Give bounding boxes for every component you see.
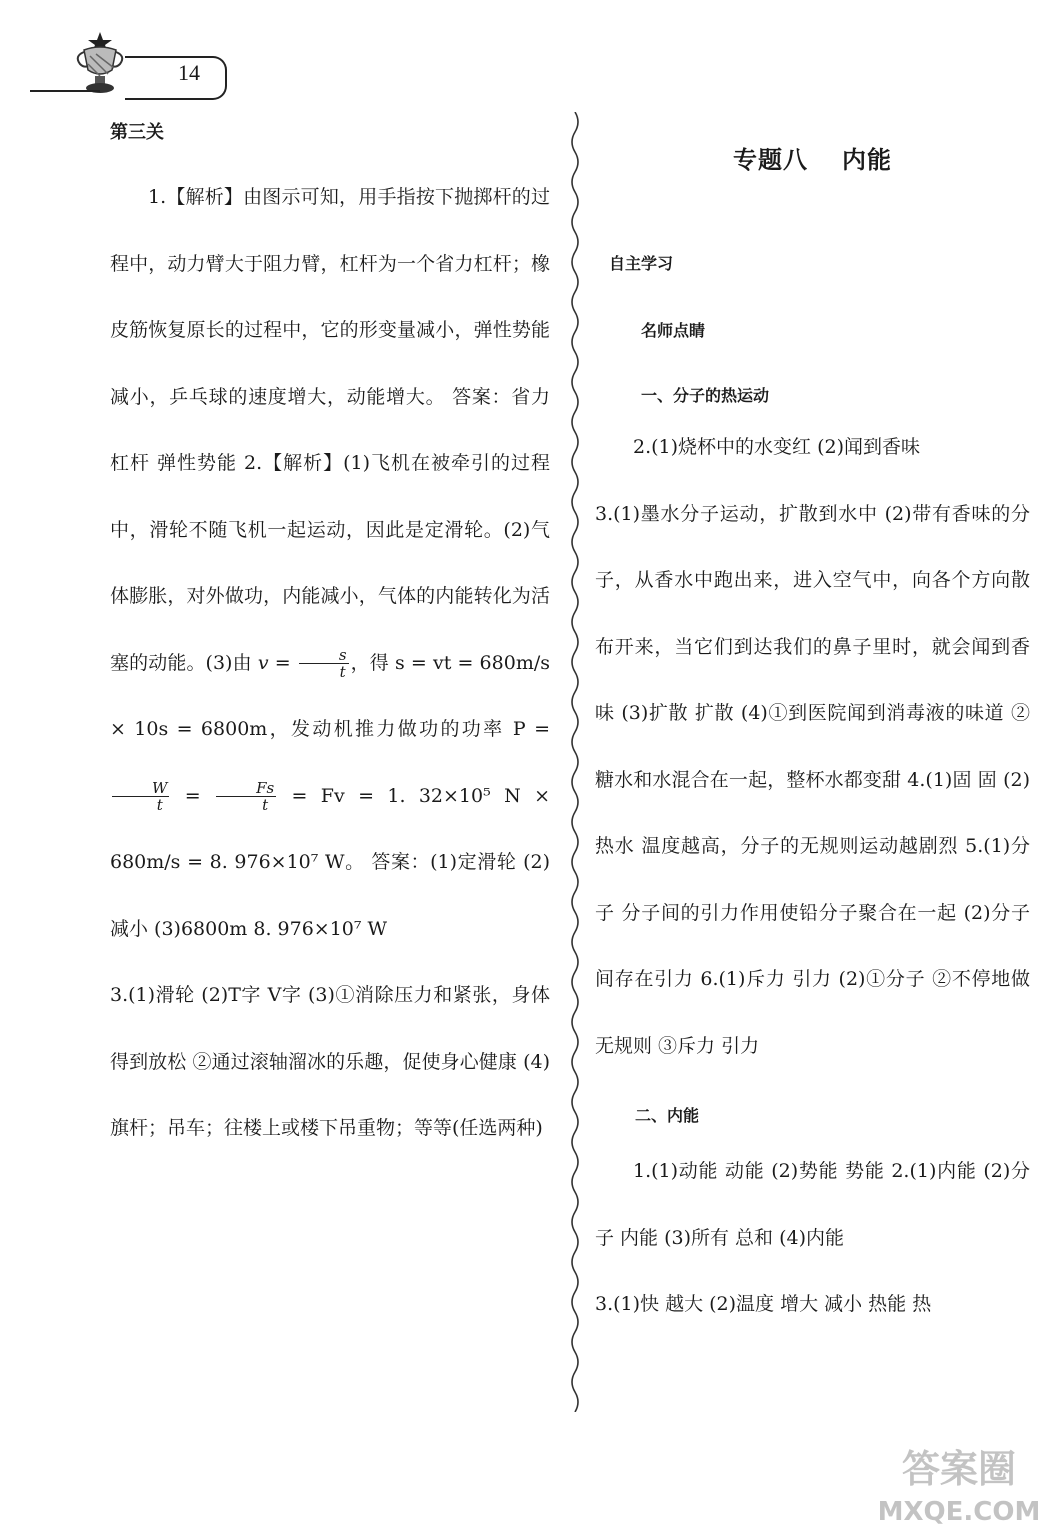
equation-lhs: v = [257, 651, 291, 674]
answer-paragraph-2: 3.(1)滑轮 (2)T字 V字 (3)①消除压力和紧张，身体得到放松 ②通过滚轴溜冰的乐趣，促使身心健康 (4)旗杆；吊车；往楼上或楼下吊重物；等等(任选两种) [110, 984, 550, 1139]
column-divider [565, 112, 585, 1412]
heading-molecular-motion: 一、分子的热运动 [641, 386, 770, 405]
answer-text-1: 1.【解析】由图示可知，用手指按下抛掷杆的过程中，动力臂大于阻力臂，杠杆为一个省力杠杆；橡皮筋恢复原长的过程中，它的形变量减小，弹性势能减小，乒乓球的速度增大，动能增大。 答案：省力杠杆 弹性势能 2.【解析】(1)飞机在被牵引的过程中，滑轮不随飞机一起运动，因此是定滑轮。(2)气体膨胀，对外做功，内能减小，气体的内能转化为活塞的动能。(3)由 [110, 186, 550, 674]
self-study-heading: 自主学习 [609, 254, 674, 273]
page-number: 14 [178, 60, 200, 85]
svg-text:答案圈: 答案圈 [901, 1447, 1017, 1491]
answer-paragraph-1 [110, 164, 550, 962]
tips-heading: 名师点睛 [641, 321, 706, 340]
watermark-logo [869, 1440, 1049, 1530]
answer-right-4: 3.(1)快 越大 (2)温度 增大 减小 热能 热 [595, 1293, 932, 1315]
answer-right-1: 2.(1)烧杯中的水变红 (2)闻到香味 [633, 436, 920, 458]
svg-text:MXQE.COM: MXQE.COM [877, 1497, 1041, 1527]
topic-title [595, 140, 1030, 175]
heading-internal-energy: 二、内能 [635, 1106, 700, 1125]
page-number-frame [125, 56, 227, 100]
answer-right-3: 1.(1)动能 动能 (2)势能 势能 2.(1)内能 (2)分子 内能 (3)所有 总和 (4)内能 [595, 1160, 1030, 1249]
answer-text-1c: = Fv = 1. 32×10⁵ N × 680m/s = 8. 976×10⁷ W。 答案：(1)定滑轮 (2)减小 (3)6800m 8. 976×10⁷ W [110, 784, 550, 940]
equals-sign: = [184, 784, 201, 807]
trophy-icon [70, 30, 130, 94]
fraction-fs-over-t: $\frac{Fs}{t}$ [216, 780, 276, 814]
fraction-w-over-t: $\frac{W}{t}$ [112, 780, 169, 814]
left-column [110, 118, 550, 1162]
section-title: 第三关 [110, 122, 164, 143]
header-rule [30, 90, 100, 92]
answer-text-1b: ，得 s = vt = 680m/s × 10s = 6800m，发动机推力做功的功率 P = [110, 651, 550, 740]
page-header [30, 30, 240, 100]
fraction-s-over-t: $\frac{s}{t}$ [299, 647, 349, 681]
topic-number: 专题八 [733, 146, 808, 174]
topic-name: 内能 [842, 146, 892, 174]
answer-right-2: 3.(1)墨水分子运动，扩散到水中 (2)带有香味的分子，从香水中跑出来，进入空气中，向各个方向散布开来，当它们到达我们的鼻子里时，就会闻到香味 (3)扩散 扩散 (4)①到医院闻到消毒液的味道 ②糖水和水混合在一起，整杯水都变甜 4.(1)固 固 (2)热水 温度越高，分子的无规则运动越剧烈 5.(1)分子 分子间的引力作用使铅分子聚合在一起 (2)分子间存在引力 6.(1)斥力 引力 (2)①分子 ②不停地做无规则 ③斥力 引力 [595, 502, 1030, 1057]
right-column [595, 140, 1030, 1338]
